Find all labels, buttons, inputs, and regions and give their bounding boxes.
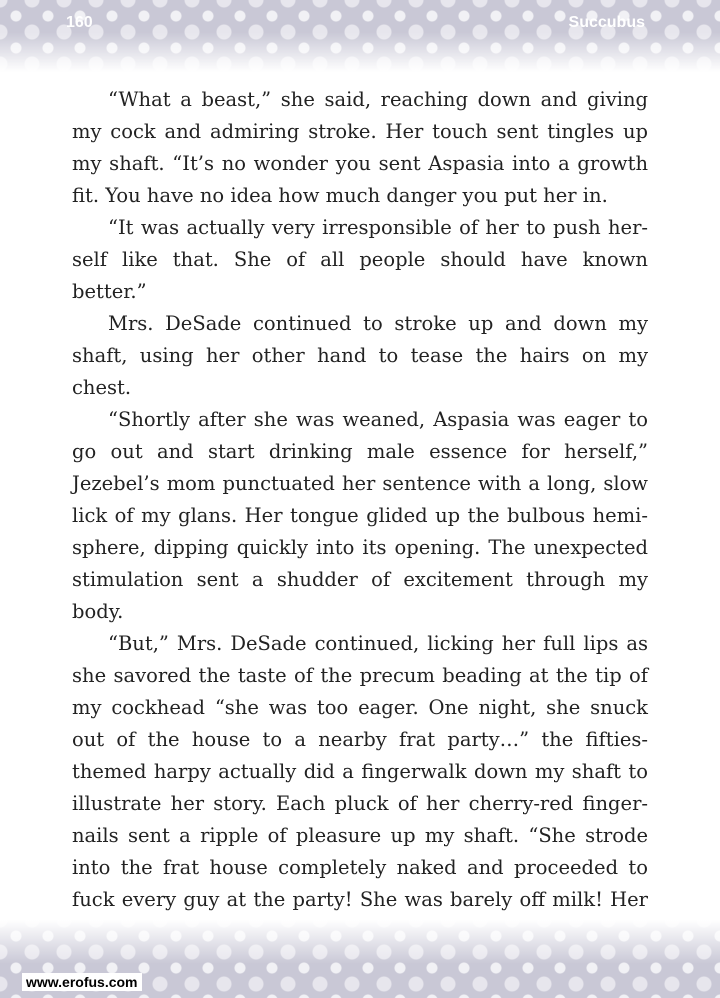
paragraph: “It was actually very irresponsible of her to push her-self like that. She of all people should have known better.”	[72, 216, 648, 303]
page-number: 160	[66, 14, 93, 31]
paragraph: “What a beast,” she said, reaching down and giving my cock and admiring stroke. Her touch sent tingles up my shaft. “It’s no wonder you sent Aspasia into a growth fit. You have no idea how much danger you put her in.	[72, 88, 648, 207]
paragraph: “Shortly after she was weaned, Aspasia was eager to go out and start drinking male essence for herself,” Jezebel’s mom punctuated her sentence with a long, slow lick of my glans. Her tongue glided up the bulbous hemi-sphere, dipping quickly into its opening. The unexpected stimulation sent a shudder of excitement through my body.	[72, 408, 648, 623]
header-pattern-band	[0, 0, 720, 72]
paragraph: “But,” Mrs. DeSade continued, licking her full lips as she savored the taste of the precum beading at the tip of my cockhead “she was too eager. One night, she snuck out of the house to a nearby frat party…” the fifties-themed harpy actually did a fingerwalk down my shaft to illustrate her story. Each pluck of her cherry-red finger-nails sent a ripple of pleasure up my shaft. “She strode into the frat house completely naked and proceeded to fuck every guy at the party! She was barely off milk! Her	[72, 632, 648, 911]
watermark: www.erofus.com	[22, 973, 142, 991]
paragraph: Mrs. DeSade continued to stroke up and down my shaft, using her other hand to tease the hairs on my chest.	[72, 312, 648, 399]
body-text	[72, 84, 648, 980]
running-title: Succubus	[568, 14, 645, 31]
